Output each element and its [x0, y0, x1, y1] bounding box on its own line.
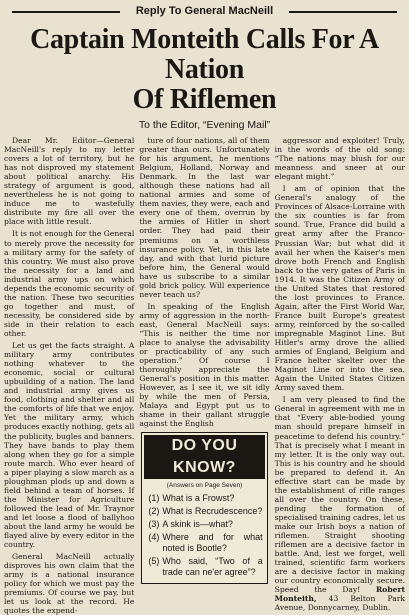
headline-line-2: Of Riflemen	[132, 84, 277, 115]
quiz-item	[148, 532, 262, 554]
quiz-list	[142, 493, 266, 578]
paragraph: ture of four nations, all of them greater than ours. Unfortunately for his argument, he mentions Belgium, Holland, Norway and Denmark. In the last war although these nations had all national armies and some of them navies, they were, each and every one of them, overrun by the armies of Hitler in short order. They had paid their premiums on a worthless insurance policy. Yet, in this late day, and with that lurid picture before him, the General would have us subscribe to a similar gold brick policy. Will experience never teach us?	[139, 136, 270, 299]
paragraph: Let us get the facts straight. A military army contributes nothing whatever to the economic, social or cultural upbuilding of a nation. The land and industrial army gives us food, clothing and shelter and all the comforts of life that we enjoy. Yet the military army, which produces exactly nothing, gets all the publicity, bugles and banners. They have bands to play them along when they go for a simple route march. Who ever heard of a piper playing a slow march as a ploughman plods up and down a field behind a team of horses. If the Minister for Agriculture followed the lead of Mr. Traynor and let loose a flood of ballyhoo about the land army he would be flayed alive by every editor in the country.	[4, 341, 135, 550]
quiz-question: Who said, “Two of a trade can ne'er agree”?	[162, 555, 263, 577]
paragraph: Dear Mr. Editor—General MacNeill's reply to my letter covers a lot of territory, but he has not disproved my statement about political anarchy. His strategy of argument is good, nevertheless he is not going to induce me to wastefully distribute my fire all over the place with little result.	[4, 136, 135, 227]
quiz-question: Where and for what noted is Bootle?	[162, 531, 263, 553]
kicker-banner	[4, 3, 405, 19]
signature: Robert Monteith,	[274, 585, 405, 604]
quiz-item	[148, 493, 262, 504]
paragraph: It is not enough for the General to merely prove the necessity for a military army for the safety of this country. We must also prove the necessity for a land and industrial army ups on which depends the economic security of the nation. These two securities go together and must, of necessity, be considered side by side in their relation to each other.	[4, 229, 135, 338]
quiz-item	[148, 506, 262, 517]
headline	[4, 25, 405, 115]
kicker-text: Reply To General MacNeill	[130, 5, 279, 17]
quiz-number: (4)	[148, 531, 160, 542]
column-1	[4, 136, 135, 615]
quiz-number: (2)	[148, 505, 160, 516]
column-3	[274, 136, 405, 613]
quiz-item	[148, 519, 262, 530]
quiz-number: (5)	[148, 555, 160, 566]
quiz-subtitle: (Answers on Page Seven)	[166, 481, 243, 489]
article-columns	[4, 136, 405, 615]
headline-line-1: Captain Monteith Calls For A Nation	[30, 24, 379, 85]
quiz-title: DO YOU KNOW?	[144, 435, 264, 479]
paragraph: In speaking of the English army of aggression in the north-east, General MacNeill says: “This is neither the time nor place to analyse the advisability or practicability of any such operation.” Of course I thoroughly appreciate the General's position in this matter. However, as I see it, we sit idly by while the men of Persia, Malaya and Egypt put us to shame in their gallant struggle against the English	[139, 301, 270, 429]
quiz-number: (1)	[148, 492, 160, 503]
paragraph: I am of opinion that the General's analogy of the Provinces of Alsace-Lorraine with the six counties is far from sound. True, France did build a great army after the Franco-Prussian War; but what did it avail her when the Kaiser's men drove both French and English back to the very gates of Paris in 1914. It was the Citizen Army of the United States that restored the lost provinces to France. Again, after the First World War, France built Europe's greatest army, reinforced by the so-called impregnable Maginot Line. But Hitler's army drove the allied armies of England, Belgium and France helter skelter over the Maginot Line or into the sea. Again the United States Citizen Army saved them.	[274, 184, 405, 393]
paragraph	[275, 395, 405, 612]
quiz-question: A skink is—what?	[162, 518, 233, 529]
quiz-item	[148, 556, 262, 578]
column-2	[139, 136, 270, 577]
quiz-number: (3)	[148, 518, 160, 529]
quiz-box	[141, 432, 267, 584]
paragraph: aggressor and exploiter! Truly, in the words of the old song: “The nations may blush for our meanness and sneer at our elegant might.”	[274, 136, 405, 182]
address: 43 Belton Park Avenue, Donnycarney, Dublin.	[274, 594, 405, 613]
paragraph-text: I am very pleased to find the General in agreement with me in that “Every able-bodied young man should prepare himself in peacetime to defend his country.” That is precisely what I meant in my letter. It is the only way out. This is his country and he should be prepared to defend it. An effective start can be made by the establishment of rifle ranges all over the country. On these, pending the formation of specialised training cadres, let us make our Irish boys a nation of riflemen. Straight shooting riflemen are a decisive factor in battle. And, lest we forget, well trained, scientific farm workers are a decisive factor in making our country economically secure. Speed the Day!	[274, 395, 405, 595]
quiz-question: What is a Frowst?	[162, 492, 235, 503]
paragraph: General MacNeill actually disproves his own claim that the army is a national insurance policy for which we must pay the premiums. Of course we pay, but let us look at the record. He quotes the expend-	[4, 552, 135, 615]
dateline: To the Editor, “Evening Mail”	[138, 119, 271, 131]
quiz-question: What is Recrudescence?	[162, 505, 263, 516]
